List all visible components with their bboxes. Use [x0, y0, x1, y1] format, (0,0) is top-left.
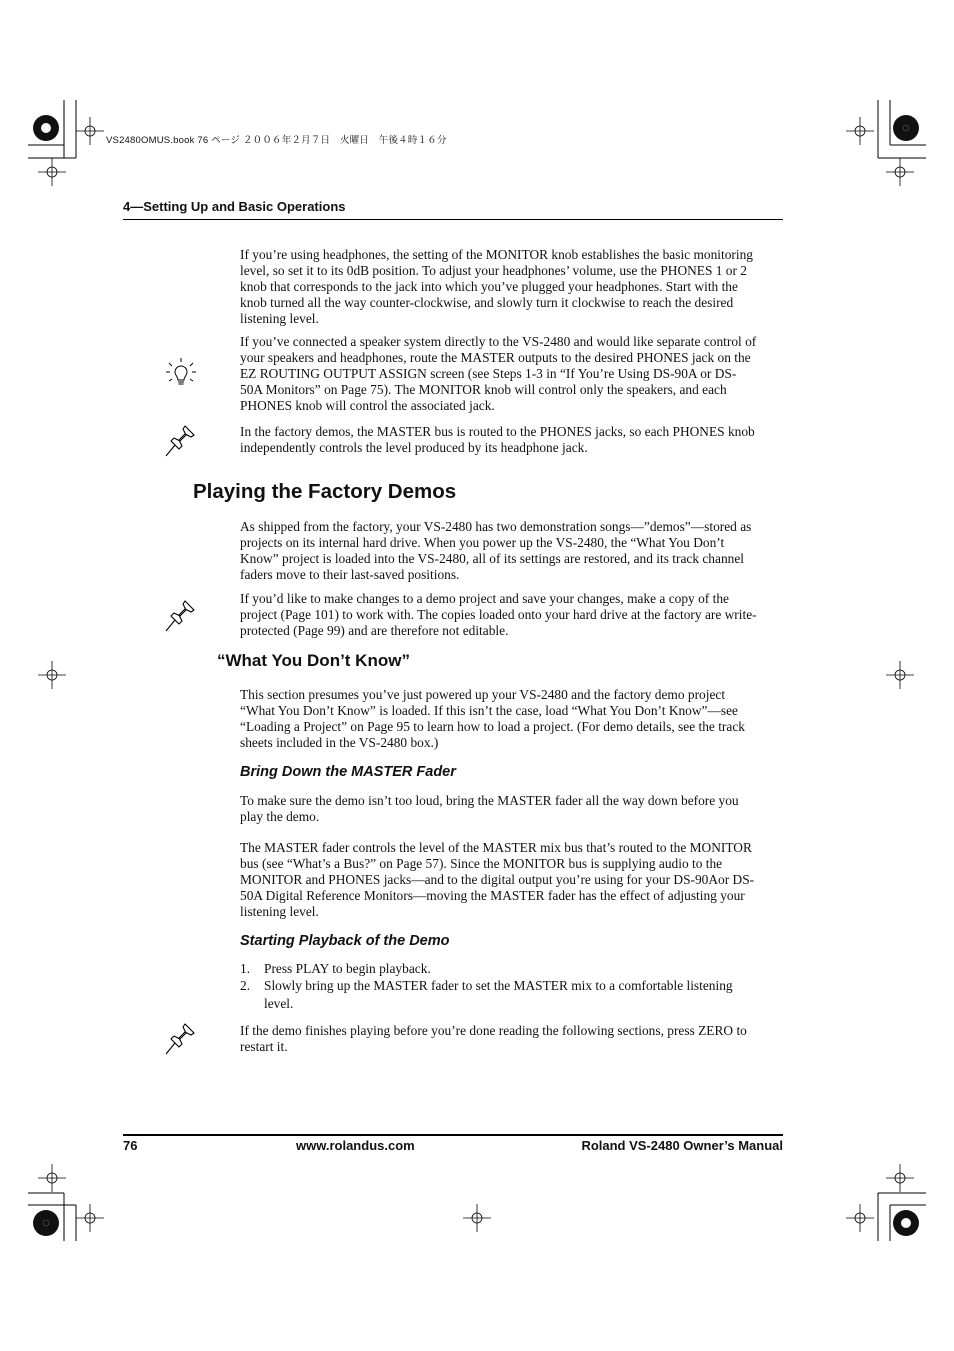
- paragraph-fader-detail: The MASTER fader controls the level of the MASTER mix bus that’s routed to the MONITOR bus (see “What’s a Bus?” on Page 57). Since the MONITOR bus is supplying audio to the MONITOR and PHONES jacks—and to the digital output you’re using for your DS-90Aor DS-50A Digital Reference Monitors—moving the MASTER fader has the effect of adjusting your listening level.: [240, 840, 755, 919]
- paragraph-fader-intro: To make sure the demo isn’t too loud, bring the MASTER fader all the way down before you play the demo.: [240, 793, 739, 824]
- footer-website-link[interactable]: www.rolandus.com: [296, 1138, 415, 1153]
- steps-list: [240, 961, 757, 1012]
- step-text: Slowly bring up the MASTER fader to set the MASTER mix to a comfortable listening level.: [264, 978, 733, 1011]
- paragraph-speaker-tip: If you’ve connected a speaker system directly to the VS-2480 and would like separate control of your speakers and headphones, route the MASTER outputs to the desired PHONES jack on the EZ ROUTING OUTPUT ASSIGN screen (see Steps 1-3 in “If You’re Using DS-90A or DS-50A Monitors” on Page 75). The MONITOR knob will control only the speakers, and each PHONES knob will control the associated jack.: [240, 334, 757, 413]
- paragraph-factory-note: In the factory demos, the MASTER bus is routed to the PHONES jacks, so each PHONES knob independently controls the level produced by its headphone jack.: [240, 424, 755, 455]
- footer-rule: [123, 1134, 783, 1136]
- step-number: 1.: [240, 961, 251, 976]
- step-text: Press PLAY to begin playback.: [264, 961, 431, 976]
- paragraph-restart-note: If the demo finishes playing before you’re done reading the following sections, press ZERO to restart it.: [240, 1023, 747, 1054]
- page-number: 76: [123, 1138, 138, 1153]
- lightbulb-tip-icon: [164, 356, 198, 392]
- heading-starting-playback: Starting Playback of the Demo: [240, 933, 450, 949]
- running-header-title: 4—Setting Up and Basic Operations: [123, 199, 346, 214]
- paragraph-demo-copy-note: If you’d like to make changes to a demo project and save your changes, make a copy of the project (Page 101) to work with. The copies loaded onto your hard drive at the factory are write-protected (Page 99) and are therefore not editable.: [240, 591, 757, 638]
- list-item: [240, 961, 757, 977]
- paragraph-headphones: If you’re using headphones, the setting of the MONITOR knob establishes the basic monitoring level, so set it to its 0dB position. To adjust your headphones’ volume, use the PHONES 1 or 2 knob that corresponds to the jack into which you’ve plugged your headphones. Start with the knob turned all the way counter-clockwise, and slowly turn it clockwise to reach the desired listening level.: [240, 247, 753, 326]
- heading-bring-down-master-fader: Bring Down the MASTER Fader: [240, 764, 456, 780]
- footer-manual-title: Roland VS-2480 Owner’s Manual: [581, 1138, 783, 1153]
- step-number: 2.: [240, 978, 251, 993]
- heading-playing-factory-demos: Playing the Factory Demos: [193, 480, 457, 503]
- pushpin-note-icon: [163, 423, 197, 459]
- list-item: [240, 977, 757, 1012]
- print-crop-info: VS2480OMUS.book 76 ページ ２００６年２月７日 火曜日 午後４時１６分: [106, 135, 447, 146]
- paragraph-demos-intro: As shipped from the factory, your VS-2480 has two demonstration songs—”demos”—stored as projects on its internal hard drive. When you power up the VS-2480, the “What You Don’t Know” project is loaded into the VS-2480, all of its settings are restored, and its track channel faders move to their last-saved positions.: [240, 519, 752, 582]
- header-rule: [123, 219, 783, 220]
- paragraph-presumes: This section presumes you’ve just powered up your VS-2480 and the factory demo project “What You Don’t Know” is loaded. If this isn’t the case, load “What You Don’t Know”—see “Loading a Project” on Page 95 to learn how to load a project. (For demo details, see the track sheets included in the VS-2480 box.): [240, 687, 745, 750]
- pushpin-note-icon: [163, 598, 197, 634]
- pushpin-note-icon: [163, 1021, 197, 1057]
- heading-what-you-dont-know: “What You Don’t Know”: [217, 651, 410, 670]
